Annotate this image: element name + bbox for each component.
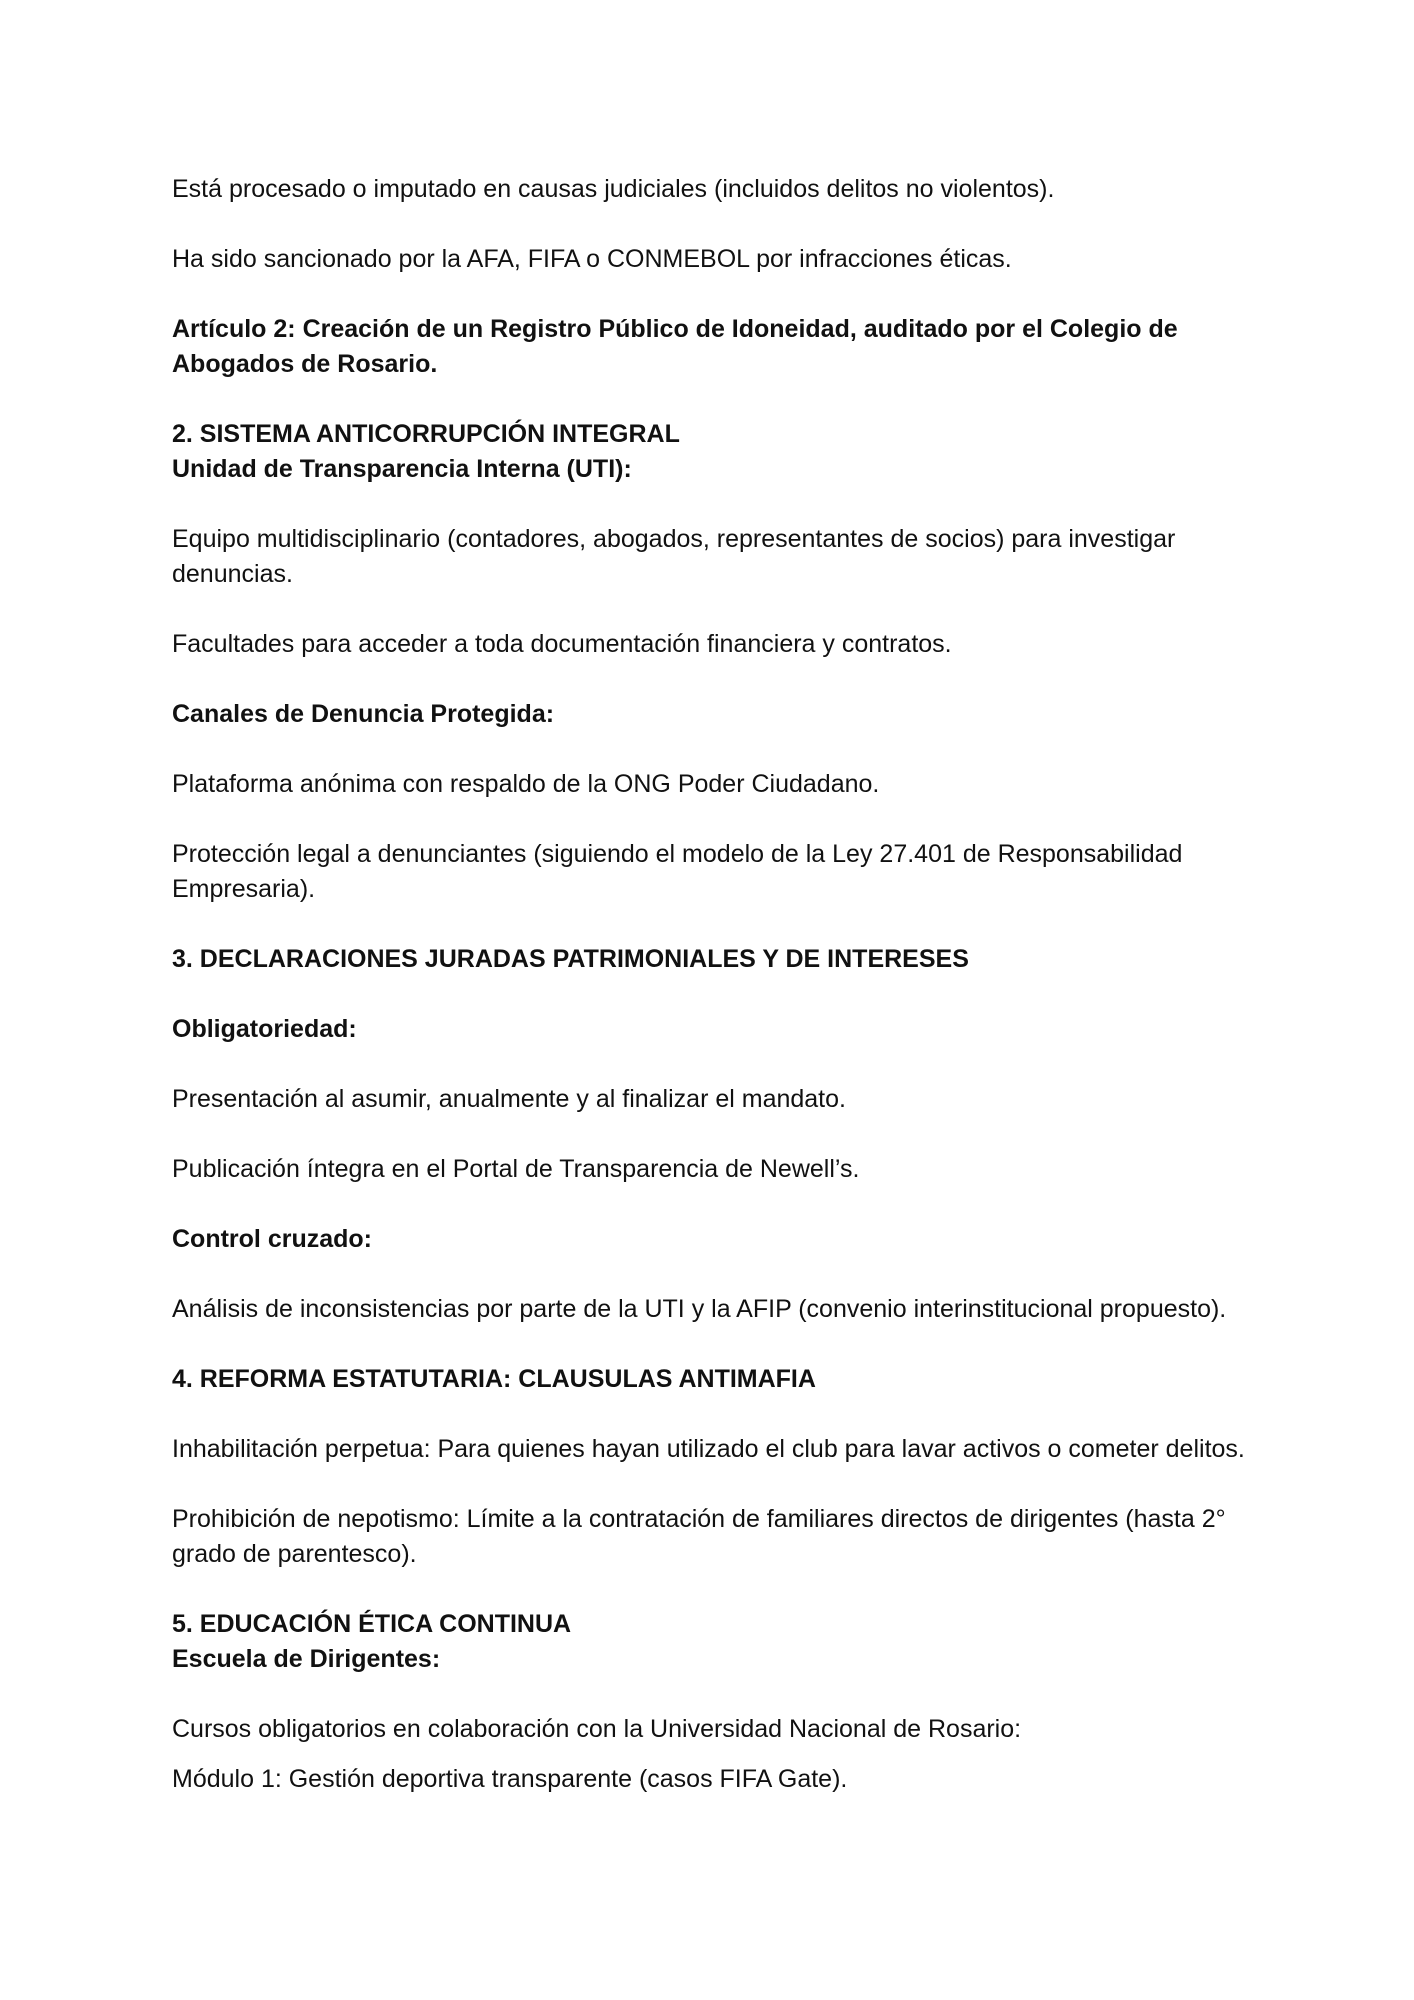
paragraph-proteccion: Protección legal a denunciantes (siguiendo el modelo de la Ley 27.401 de Responsabilidad Empresaria). [172, 840, 1183, 903]
paragraph-cursos: Cursos obligatorios en colaboración con la Universidad Nacional de Rosario: [172, 1715, 1022, 1743]
paragraph-publicacion: Publicación íntegra en el Portal de Transparencia de Newell’s. [172, 1155, 860, 1183]
paragraph-inhabilitacion: Inhabilitación perpetua: Para quienes hayan utilizado el club para lavar activos o cometer delitos. [172, 1435, 1245, 1463]
paragraph-sancionado: Ha sido sancionado por la AFA, FIFA o CONMEBOL por infracciones éticas. [172, 245, 1012, 273]
paragraph-plataforma: Plataforma anónima con respaldo de la ONG Poder Ciudadano. [172, 770, 880, 798]
paragraph-analisis: Análisis de inconsistencias por parte de la UTI y la AFIP (convenio interinstitucional propuesto). [172, 1295, 1227, 1323]
article-2-heading: Artículo 2: Creación de un Registro Público de Idoneidad, auditado por el Colegio de Abogados de Rosario. [172, 315, 1178, 378]
section-2-title: 2. SISTEMA ANTICORRUPCIÓN INTEGRAL [172, 420, 680, 448]
section-4-title: 4. REFORMA ESTATUTARIA: CLAUSULAS ANTIMAFIA [172, 1365, 816, 1393]
section-5-title: 5. EDUCACIÓN ÉTICA CONTINUA [172, 1610, 572, 1638]
document-body [172, 172, 1262, 1797]
paragraph-presentacion: Presentación al asumir, anualmente y al finalizar el mandato. [172, 1085, 846, 1113]
paragraph-nepotismo: Prohibición de nepotismo: Límite a la contratación de familiares directos de dirigentes (hasta 2° grado de parentesco). [172, 1505, 1226, 1568]
subheading-obligatoriedad: Obligatoriedad: [172, 1015, 357, 1043]
subheading-canales: Canales de Denuncia Protegida: [172, 700, 555, 728]
section-5-heading-block [172, 1607, 1262, 1677]
section-2-heading-block [172, 417, 1262, 487]
paragraph-facultades: Facultades para acceder a toda documentación financiera y contratos. [172, 630, 952, 658]
paragraph-equipo: Equipo multidisciplinario (contadores, abogados, representantes de socios) para investigar denuncias. [172, 525, 1176, 588]
paragraph-procesado: Está procesado o imputado en causas judiciales (incluidos delitos no violentos). [172, 175, 1055, 203]
paragraph-modulo-1: Módulo 1: Gestión deportiva transparente (casos FIFA Gate). [172, 1765, 848, 1793]
section-3-title: 3. DECLARACIONES JURADAS PATRIMONIALES Y DE INTERESES [172, 945, 969, 973]
section-5-subtitle-escuela: Escuela de Dirigentes: [172, 1645, 441, 1673]
subheading-control: Control cruzado: [172, 1225, 372, 1253]
section-2-subtitle-uti: Unidad de Transparencia Interna (UTI): [172, 455, 632, 483]
